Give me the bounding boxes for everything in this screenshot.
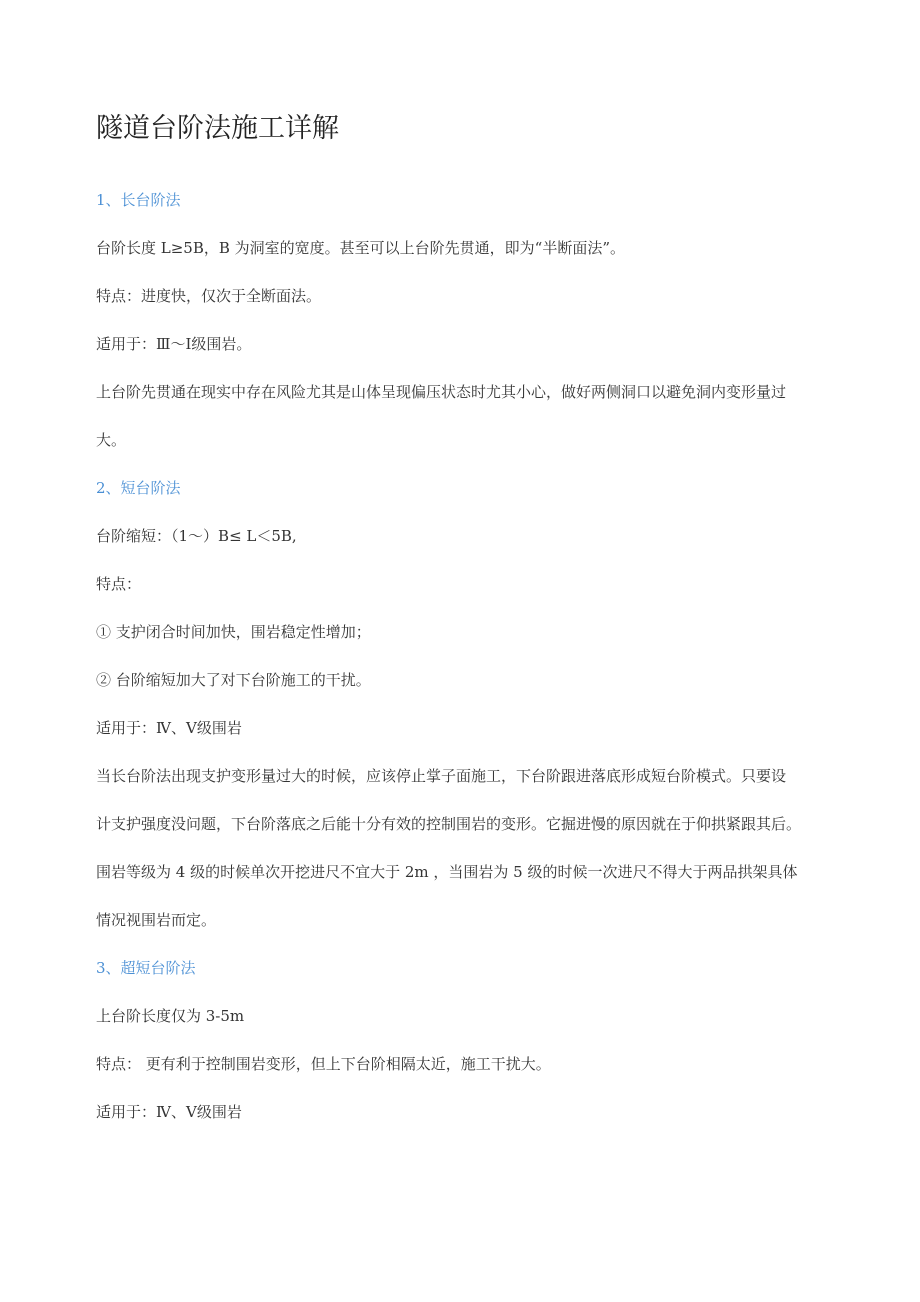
list-item: ② 台阶缩短加大了对下台阶施工的干扰。 [96,671,371,689]
paragraph-line: 台阶长度 L≥5B，B 为洞室的宽度。甚至可以上台阶先贯通，即为“半断面法”。 [96,239,625,257]
paragraph-line: 适用于：Ⅳ、Ⅴ级围岩 [96,719,242,737]
section-heading-ultra-short-bench: 3、超短台阶法 [96,959,196,977]
paragraph-line: 特点： 更有利于控制围岩变形，但上下台阶相隔太近，施工干扰大。 [96,1055,551,1073]
paragraph-line: 特点：进度快，仅次于全断面法。 [96,287,322,305]
list-item: ① 支护闭合时间加快，围岩稳定性增加； [96,623,371,641]
document-title: 隧道台阶法施工详解 [96,113,339,144]
paragraph-line: 围岩等级为 4 级的时候单次开挖进尺不宜大于 2m ，当围岩为 5 级的时候一次进尺不得大于两品拱架具体 [96,863,798,881]
paragraph-line: 台阶缩短：（1～）B≤ L＜5B, [96,527,297,545]
section-heading-short-bench: 2、短台阶法 [96,479,181,497]
paragraph-line: 当长台阶法出现支护变形量过大的时候，应该停止掌子面施工，下台阶跟进落底形成短台阶模式。只要设 [96,767,787,785]
paragraph-line: 上台阶先贯通在现实中存在风险尤其是山体呈现偏压状态时尤其小心，做好两侧洞口以避免洞内变形量过 [96,383,787,401]
paragraph-line: 上台阶长度仅为 3-5m [96,1007,245,1025]
paragraph-line: 特点： [96,575,142,593]
paragraph-line: 大。 [96,431,127,449]
paragraph-line: 适用于：Ⅲ～Ⅰ级围岩。 [96,335,252,353]
paragraph-line: 情况视围岩而定。 [96,911,217,929]
paragraph-line: 计支护强度没问题，下台阶落底之后能十分有效的控制围岩的变形。它掘进慢的原因就在于仰拱紧跟其后。 [96,815,802,833]
section-heading-long-bench: 1、长台阶法 [96,191,181,209]
paragraph-line: 适用于：Ⅳ、Ⅴ级围岩 [96,1103,242,1121]
